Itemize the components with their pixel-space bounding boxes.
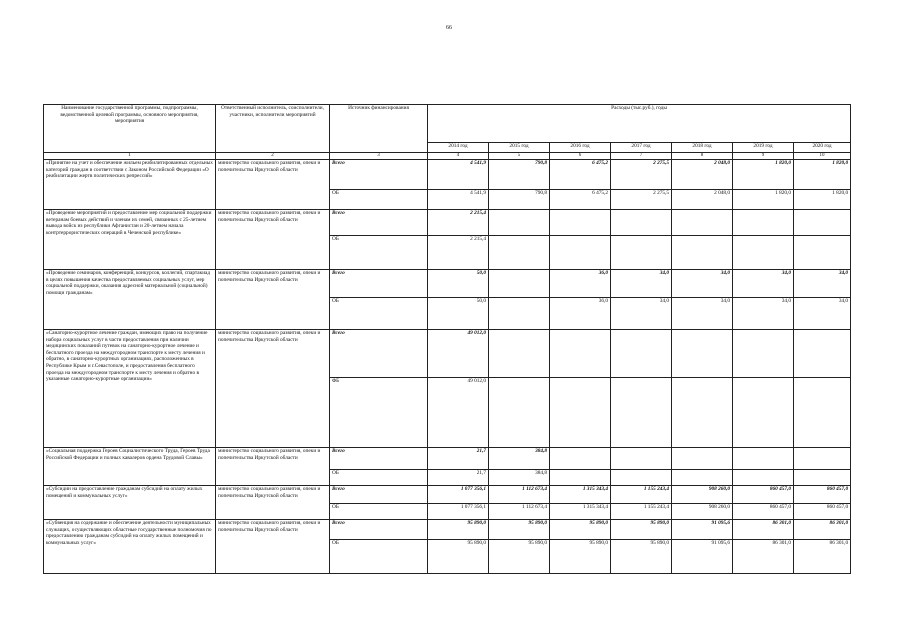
source-value [611,470,672,486]
source-value [550,236,611,270]
source-value: 6 475,2 [550,190,611,210]
source-value [489,236,550,270]
measure-name: «Принятие на учет и обеспечение жильем реабилитированных отдельных категорий граждан в соответствии с Законом Российской Федерации «О реабилитации жертв политических репрессий» [44,160,216,210]
total-value [672,330,733,378]
source-value: 95 890,0 [428,540,489,574]
source-value [794,378,851,448]
column-numbers-row [44,153,851,160]
total-value: 34,0 [794,270,851,298]
source-value: 34,0 [733,298,794,330]
total-value [611,210,672,236]
total-value [672,448,733,470]
source-value: 91 095,6 [672,540,733,574]
total-value: 34,0 [672,270,733,298]
total-value: 2 048,0 [672,160,733,190]
total-value [794,448,851,470]
source-value: 1 315 343,4 [550,504,611,520]
source-value [794,470,851,486]
total-value: 86 301,0 [794,520,851,540]
page-number: 66 [446,25,452,31]
total-value: 860 457,0 [733,486,794,504]
total-value: 790,8 [489,160,550,190]
responsible-executor: министерство социального развития, опеки и попечительства Иркутской области [216,486,330,520]
total-value: 4 541,9 [428,160,489,190]
source-value [489,378,550,448]
total-value: 1 315 343,4 [550,486,611,504]
total-value: 21,7 [428,448,489,470]
total-value: 34,0 [611,270,672,298]
header-source: Источник финансирования [330,105,428,153]
total-value [733,210,794,236]
column-number: 7 [611,153,672,160]
source-value: 1 820,0 [733,190,794,210]
source-value: 86 301,0 [794,540,851,574]
source-value: 49 012,0 [428,378,489,448]
total-value: 1 112 673,4 [489,486,550,504]
total-value: 34,0 [733,270,794,298]
table-row-total [44,210,851,236]
source-value: 95 890,0 [489,540,550,574]
source-total-label: Всего [330,210,428,236]
measure-name: «Субвенция на содержание и обеспечение деятельности муниципальных служащих, осуществляющих областные государственные полномочия по предоставлению гражданам субсидий на оплату жилых помещений и коммунальных услуг» [44,520,216,574]
header-row [44,105,851,143]
source-value [672,378,733,448]
header-year: 2017 год [611,143,672,153]
total-value [550,210,611,236]
source-value: 2 048,0 [672,190,733,210]
measure-name: «Проведение мероприятий и предоставление мер социальной поддержки ветеранам боевых действий и членам их семей, связанных с 25-летием вывода войск из республики Афганистан и 20-летием начала контртеррористических операций в Чеченской республике» [44,210,216,270]
source-value [611,236,672,270]
column-number: 10 [794,153,851,160]
source-value: 1 820,0 [794,190,851,210]
source-total-label: Всего [330,330,428,378]
total-value: 91 095,6 [672,520,733,540]
source-value [550,378,611,448]
table-row-total [44,486,851,504]
header-year: 2018 год [672,143,733,153]
responsible-executor: министерство социального развития, опеки и попечительства Иркутской области [216,520,330,574]
source-value [794,236,851,270]
source-value [672,236,733,270]
total-value [489,330,550,378]
source-value [550,470,611,486]
source-value [733,236,794,270]
total-value [794,330,851,378]
header-year: 2015 год [489,143,550,153]
total-value: 95 890,0 [550,520,611,540]
source-value: 2 215,4 [428,236,489,270]
source-total-label: Всего [330,486,428,504]
total-value: 1 155 243,4 [611,486,672,504]
total-value: 50,0 [428,270,489,298]
source-label: ОБ [330,504,428,520]
source-total-label: Всего [330,270,428,298]
total-value: 95 890,0 [428,520,489,540]
total-value [489,270,550,298]
column-number: 5 [489,153,550,160]
total-value: 95 890,0 [489,520,550,540]
total-value: 860 457,0 [794,486,851,504]
total-value [611,448,672,470]
responsible-executor: министерство социального развития, опеки и попечительства Иркутской области [216,330,330,448]
column-number: 2 [216,153,330,160]
total-value: 86 301,0 [733,520,794,540]
source-label: ОБ [330,190,428,210]
total-value: 1 820,0 [733,160,794,190]
source-value [672,470,733,486]
measure-name: «Социальная поддержка Героев Социалистического Труда, Героев Труда Российской Федерации и полных кавалеров ордена Трудовой Славы» [44,448,216,486]
source-value: 95 890,0 [611,540,672,574]
header-year: 2014 год [428,143,489,153]
source-label: ОБ [330,470,428,486]
total-value: 6 475,2 [550,160,611,190]
source-value: 21,7 [428,470,489,486]
source-value: 908 260,0 [672,504,733,520]
total-value [794,210,851,236]
column-number: 8 [672,153,733,160]
measure-name: «Санаторно-курортное лечение граждан, имеющих право на получение набора социальных услуг в части предоставления при наличии медицинских показаний путевок на санаторно-курортное лечение и бесплатного проезда на междугородном транспорте к месту лечения и обратно, в санаторно-курортных организациях, расположенных в Республике Крым и г.Севастополе, и предоставления бесплатного проезда на междугородном транспорте к месту лечения и обратно в указанные санаторно-курортные организации» [44,330,216,448]
source-value: 1 155 243,4 [611,504,672,520]
header-name: Наименование государственной программы, подпрограммы, ведомственной целевой программы, основного мероприятия, мероприятия [44,105,216,153]
table-row-total [44,270,851,298]
total-value: 384,8 [489,448,550,470]
measure-name: «Проведение семинаров, конференций, конкурсов, коллегий, спартакиад в целях повышения качества предоставляемых социальных услуг, мер социальной поддержки, оказания адресной материальной (социальной) помощи гражданам» [44,270,216,330]
source-value: 2 275,5 [611,190,672,210]
responsible-executor: министерство социального развития, опеки и попечительства Иркутской области [216,270,330,330]
source-label: ОБ [330,540,428,574]
column-number: 1 [44,153,216,160]
total-value: 1 077 356,1 [428,486,489,504]
source-total-label: Всего [330,520,428,540]
source-value: 95 890,0 [550,540,611,574]
total-value: 95 890,0 [611,520,672,540]
total-value: 2 215,4 [428,210,489,236]
source-value: 86 301,0 [733,540,794,574]
header-year: 2019 год [733,143,794,153]
source-value [733,470,794,486]
table-row-total [44,330,851,378]
source-value: 34,0 [611,298,672,330]
table-row-total [44,160,851,190]
source-value: 34,0 [794,298,851,330]
source-value: 50,0 [428,298,489,330]
total-value: 36,0 [550,270,611,298]
measure-name: «Субсидии на предоставление гражданам субсидий на оплату жилых помещений и коммунальных услуг» [44,486,216,520]
source-value: 4 541,9 [428,190,489,210]
source-value [489,298,550,330]
responsible-executor: министерство социального развития, опеки и попечительства Иркутской области [216,160,330,210]
responsible-executor: министерство социального развития, опеки и попечительства Иркутской области [216,448,330,486]
table-row-total [44,520,851,540]
total-value [550,448,611,470]
total-value: 49 012,0 [428,330,489,378]
total-value [733,448,794,470]
source-value: 860 457,0 [733,504,794,520]
source-value: 790,8 [489,190,550,210]
budget-table [43,104,851,574]
source-value [733,378,794,448]
header-responsible: Ответственный исполнитель, соисполнители, участники, исполнители мероприятий [216,105,330,153]
responsible-executor: министерство социального развития, опеки и попечительства Иркутской области [216,210,330,270]
source-value: 36,0 [550,298,611,330]
total-value [611,330,672,378]
source-value: 384,8 [489,470,550,486]
source-total-label: Всего [330,448,428,470]
header-year: 2020 год [794,143,851,153]
column-number: 6 [550,153,611,160]
source-value: 34,0 [672,298,733,330]
column-number: 3 [330,153,428,160]
source-label: ОБ [330,236,428,270]
column-number: 4 [428,153,489,160]
header-year: 2016 год [550,143,611,153]
source-label: ФБ [330,378,428,448]
source-value [611,378,672,448]
table-row-total [44,448,851,470]
source-label: ОБ [330,298,428,330]
total-value [550,330,611,378]
total-value [672,210,733,236]
total-value [489,210,550,236]
source-value: 860 457,0 [794,504,851,520]
total-value [733,330,794,378]
source-value: 1 112 673,4 [489,504,550,520]
source-total-label: Всего [330,160,428,190]
total-value: 1 820,0 [794,160,851,190]
column-number: 9 [733,153,794,160]
total-value: 908 260,0 [672,486,733,504]
header-expenses: Расходы (тыс.руб.), годы [428,105,851,143]
source-value: 1 077 356,1 [428,504,489,520]
total-value: 2 275,5 [611,160,672,190]
